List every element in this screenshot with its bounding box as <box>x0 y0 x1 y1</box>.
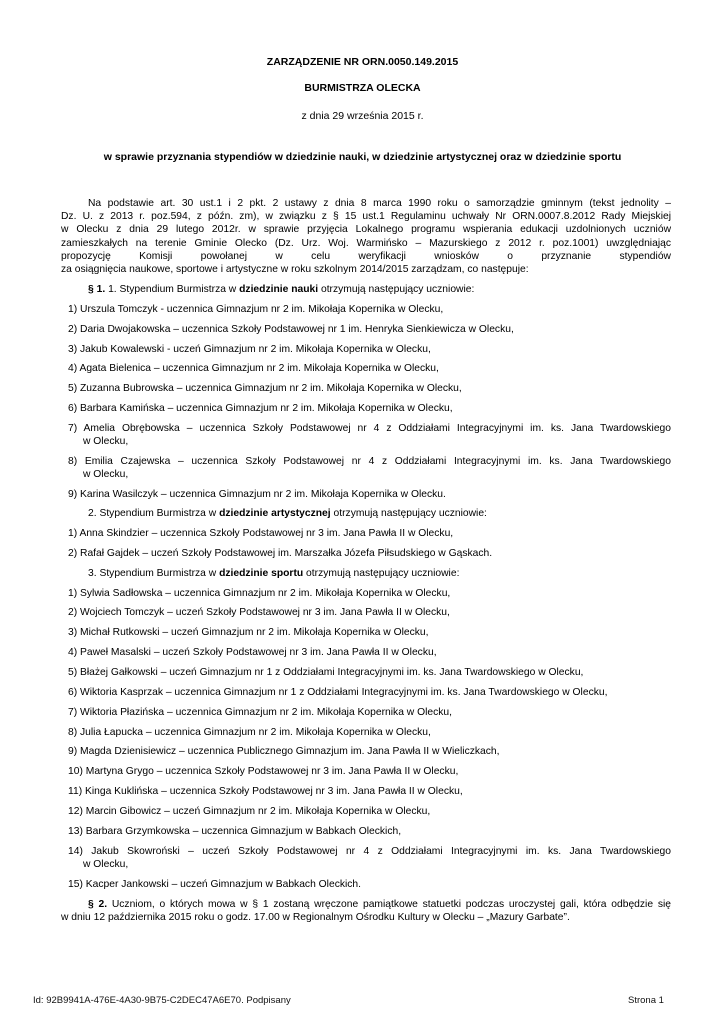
list-item: 8) Julia Łapucka – uczennica Gimnazjum nr 2 im. Mikołaja Kopernika w Olecku, <box>68 727 431 738</box>
list-item: 9) Magda Dzienisiewicz – uczennica Publicznego Gimnazjum im. Jana Pawła II w Wieliczkach, <box>68 746 500 757</box>
preamble-line: za osiągnięcia naukowe, sportowe i artystyczne w roku szkolnym 2014/2015 zarządzam, co następuje: <box>61 264 529 275</box>
section2-line: § 2. Uczniom, o których mowa w § 1 zostaną wręczone pamiątkowe statuetki podczas uroczystej gali, która odbędzie się <box>88 899 671 910</box>
list-item: 14) Jakub Skowroński – uczeń Szkoły Podstawowej nr 4 z Oddziałami Integracyjnymi im. ks. Jana Twardowskiego <box>68 846 671 857</box>
list-item: 12) Marcin Gibowicz – uczeń Gimnazjum nr 2 im. Mikołaja Kopernika w Olecku, <box>68 806 431 817</box>
preamble-line: propozycję Komisji powołanej w celu weryfikacji wniosków o przyznanie stypendiów <box>61 251 671 262</box>
art-intro: 2. Stypendium Burmistrza w dziedzinie artystycznej otrzymują następujący uczniowie: <box>88 508 487 519</box>
list-item: 2) Daria Dwojakowska – uczennica Szkoły Podstawowej nr 1 im. Henryka Sienkiewicza w Olecku, <box>68 324 514 335</box>
list-item: 4) Agata Bielenica – uczennica Gimnazjum nr 2 im. Mikołaja Kopernika w Olecku, <box>68 363 439 374</box>
section2-line: w dniu 12 października 2015 roku o godz. 17.00 w Regionalnym Ośrodku Kultury w Olecku – „Mazury Garbate”. <box>61 912 570 923</box>
document-title: ZARZĄDZENIE NR ORN.0050.149.2015 <box>266 56 459 68</box>
field-art: dziedzinie artystycznej <box>219 508 331 519</box>
list-item: 7) Wiktoria Płazińska – uczennica Gimnazjum nr 2 im. Mikołaja Kopernika w Olecku, <box>68 707 452 718</box>
preamble-line: Dz. U. z 2013 r. poz.594, z późn. zm), w związku z § 15 ust.1 Regulaminu uchwały Nr ORN.0007.8.2012 Rady Miejskiej <box>61 211 671 222</box>
list-item: 13) Barbara Grzymkowska – uczennica Gimnazjum w Babkach Oleckich, <box>68 826 402 837</box>
list-item: 9) Karina Wasilczyk – uczennica Gimnazjum nr 2 im. Mikołaja Kopernika w Olecku. <box>68 489 446 500</box>
list-item: 10) Martyna Grygo – uczennica Szkoły Podstawowej nr 3 im. Jana Pawła II w Olecku, <box>68 766 459 777</box>
list-item: 2) Rafał Gajdek – uczeń Szkoły Podstawowej im. Marszałka Józefa Piłsudskiego w Gąskach. <box>68 548 493 559</box>
preamble-line: Na podstawie art. 30 ust.1 i 2 pkt. 2 ustawy z dnia 8 marca 1990 roku o samorządzie gminnym (tekst jednolity – <box>88 198 671 209</box>
list-item: 6) Barbara Kamińska – uczennica Gimnazjum nr 2 im. Mikołaja Kopernika w Olecku, <box>68 403 453 414</box>
list-item: 7) Amelia Obrębowska – uczennica Szkoły Podstawowej nr 4 z Oddziałami Integracyjnymi im. ks. Jana Twardowskiego <box>68 423 671 434</box>
list-item: 1) Sylwia Sadłowska – uczennica Gimnazjum nr 2 im. Mikołaja Kopernika w Olecku, <box>68 588 451 599</box>
document-id: Id: 92B9941A-476E-4A30-9B75-C2DEC47A6E70. Podpisany <box>33 995 291 1006</box>
list-item: 4) Paweł Masalski – uczeń Szkoły Podstawowej nr 3 im. Jana Pawła II w Olecku, <box>68 647 437 658</box>
list-item: 3) Jakub Kowalewski - uczeń Gimnazjum nr 2 im. Mikołaja Kopernika w Olecku, <box>68 344 431 355</box>
document-subject: w sprawie przyznania stypendiów w dziedzinie nauki, w dziedzinie artystycznej oraz w dziedzinie sportu <box>103 151 622 163</box>
list-item: 5) Błażej Gałkowski – uczeń Gimnazjum nr 1 z Oddziałami Integracyjnymi im. ks. Jana Twardowskiego w Olecku, <box>68 667 584 678</box>
page-number: Strona 1 <box>628 995 664 1006</box>
list-item-continuation: w Olecku, <box>83 436 129 447</box>
list-item: 1) Anna Skindzier – uczennica Szkoły Podstawowej nr 3 im. Jana Pawła II w Olecku, <box>68 528 454 539</box>
list-item: 1) Urszula Tomczyk - uczennica Gimnazjum nr 2 im. Mikołaja Kopernika w Olecku, <box>68 304 444 315</box>
section2-mark: § 2. <box>88 899 108 910</box>
list-item: 8) Emilia Czajewska – uczennica Szkoły Podstawowej nr 4 z Oddziałami Integracyjnymi im. ks. Jana Twardowskiego <box>68 456 671 467</box>
list-item: 5) Zuzanna Bubrowska – uczennica Gimnazjum nr 2 im. Mikołaja Kopernika w Olecku, <box>68 383 462 394</box>
list-item: 6) Wiktoria Kasprzak – uczennica Gimnazjum nr 1 z Oddziałami Integracyjnymi im. ks. Jana Twardowskiego w Olecku, <box>68 687 608 698</box>
list-item: 15) Kacper Jankowski – uczeń Gimnazjum w Babkach Oleckich. <box>68 879 362 890</box>
list-item-continuation: w Olecku, <box>83 859 129 870</box>
list-item: 11) Kinga Kuklińska – uczennica Szkoły Podstawowej nr 3 im. Jana Pawła II w Olecku, <box>68 786 463 797</box>
field-sport: dziedzinie sportu <box>219 568 304 579</box>
document-issuer: BURMISTRZA OLECKA <box>304 82 421 94</box>
list-item: 2) Wojciech Tomczyk – uczeń Szkoły Podstawowej nr 3 im. Jana Pawła II w Olecku, <box>68 607 450 618</box>
document-date: z dnia 29 września 2015 r. <box>301 110 424 122</box>
preamble-line: w Olecku z dnia 29 lutego 2012r. w sprawie przyjęcia Lokalnego programu wspierania edukacji uzdolnionych uczniów <box>61 224 671 235</box>
list-item-continuation: w Olecku, <box>83 469 129 480</box>
section1-mark: § 1. <box>88 284 106 295</box>
sport-intro: 3. Stypendium Burmistrza w dziedzinie sportu otrzymują następujący uczniowie: <box>88 568 460 579</box>
field-science: dziedzinie nauki <box>239 284 319 295</box>
section1-intro: § 1. 1. Stypendium Burmistrza w dziedzinie nauki otrzymują następujący uczniowie: <box>88 284 475 295</box>
list-item: 3) Michał Rutkowski – uczeń Gimnazjum nr 2 im. Mikołaja Kopernika w Olecku, <box>68 627 429 638</box>
preamble-line: zamieszkałych na terenie Gminie Olecko (Dz. Urz. Woj. Warmińsko – Mazurskiego z 2012 r. poz.1001) uwzględniając <box>61 238 671 249</box>
